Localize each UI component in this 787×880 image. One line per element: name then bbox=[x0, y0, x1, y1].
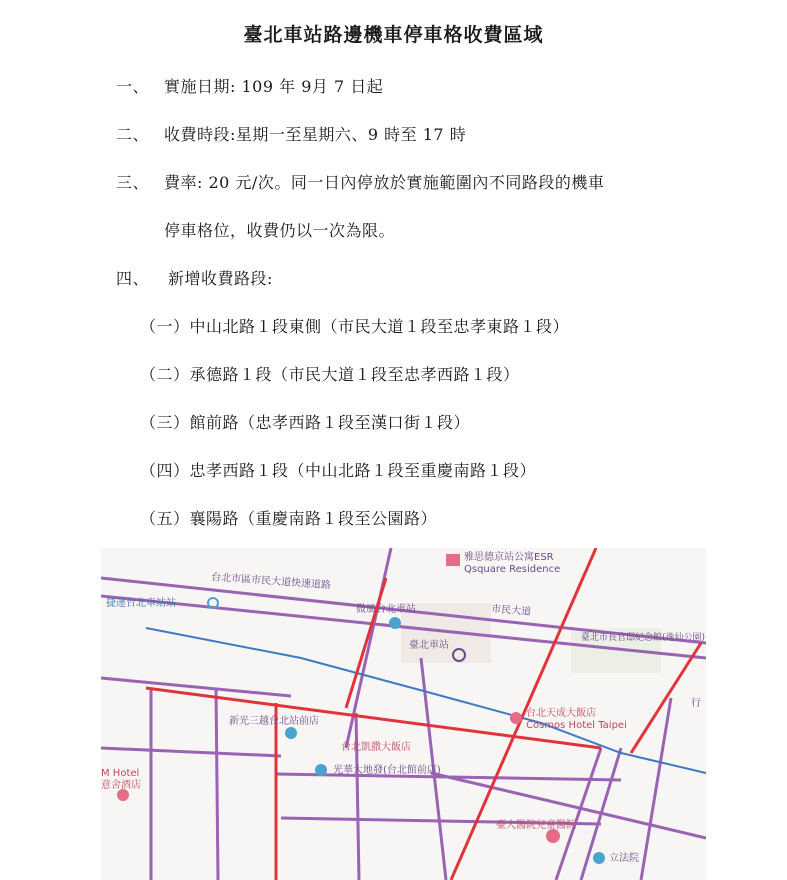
label-cosmos-en: Cosmos Hotel Taipei bbox=[526, 720, 627, 731]
marker-guangsan bbox=[315, 764, 327, 776]
item-2 bbox=[116, 122, 466, 145]
marker-station bbox=[389, 617, 401, 629]
label-road-side: 行 bbox=[691, 698, 701, 709]
label-residence-en: Qsquare Residence bbox=[464, 564, 561, 575]
item-4-number: 四、 bbox=[116, 269, 150, 288]
document-title: 臺北車站路邊機車停車格收費區域 bbox=[243, 24, 544, 46]
segment-5: （五）襄陽路（重慶南路１段至公園路） bbox=[140, 509, 438, 528]
label-civic-blvd: 市民大道 bbox=[490, 604, 532, 618]
item-3-continuation: 停車格位，收費仍以一次為限。 bbox=[164, 221, 396, 240]
item-1-number: 一、 bbox=[116, 77, 150, 96]
item-3-number: 三、 bbox=[116, 173, 150, 192]
marker-shinkong bbox=[285, 727, 297, 739]
label-hotel-m: M Hotel bbox=[101, 768, 140, 779]
road-vertical-2 bbox=[216, 688, 218, 880]
marker-legislature bbox=[593, 852, 605, 864]
map-block bbox=[101, 548, 706, 880]
label-guangsan: 光華大地發(台北館前店) bbox=[333, 765, 441, 776]
label-shin-kong: 新光三越台北站前店 bbox=[229, 716, 319, 727]
item-2-number: 二、 bbox=[116, 125, 150, 144]
label-legislature: 立法院 bbox=[609, 853, 639, 864]
label-expressway: 台北市區市民大道快速道路 bbox=[210, 572, 332, 592]
marker-cosmos bbox=[510, 712, 522, 724]
item-3 bbox=[116, 170, 604, 193]
item-3-text: 費率: 20 元/次。同一日內停放於實施範圍內不同路段的機車 bbox=[164, 173, 605, 192]
label-cosmos-zh: 台北天成大飯店 bbox=[526, 708, 596, 719]
item-1 bbox=[116, 74, 383, 97]
marker-hospital bbox=[546, 829, 560, 843]
label-mrt-station: 捷運台北車站站 bbox=[106, 598, 176, 609]
segment-4: （四）忠孝西路１段（中山北路１段至重慶南路１段） bbox=[140, 461, 537, 480]
label-hotel-m-sub: 意舍酒店 bbox=[101, 780, 141, 791]
label-residence-zh: 雅思德京站公寓ESR bbox=[464, 552, 554, 563]
label-hospital: 臺大醫院兒童醫院 bbox=[496, 820, 576, 831]
segment-2: （二）承德路１段（市民大道１段至忠孝西路１段） bbox=[140, 365, 520, 384]
item-4 bbox=[116, 266, 273, 289]
item-2-text: 收費時段:星期一至星期六、9 時至 17 時 bbox=[164, 125, 467, 144]
label-taipei-station: 臺北車站 bbox=[409, 640, 449, 651]
street-map bbox=[101, 548, 706, 880]
label-memorial: 臺北市長官邸紀念館(逸仙公園) bbox=[581, 633, 706, 643]
segment-3: （三）館前路（忠孝西路１段至漢口街１段） bbox=[140, 413, 471, 432]
marker-residence bbox=[446, 554, 460, 566]
segment-1: （一）中山北路１段東側（市民大道１段至忠孝東路１段） bbox=[140, 317, 570, 336]
item-1-text: 實施日期: 109 年 9月 7 日起 bbox=[164, 77, 384, 96]
item-4-text: 新增收費路段: bbox=[168, 269, 273, 288]
label-rail-station-top: 微風台北車站 bbox=[356, 604, 416, 615]
label-hotel-left: 台北凱撒大飯店 bbox=[341, 742, 411, 753]
